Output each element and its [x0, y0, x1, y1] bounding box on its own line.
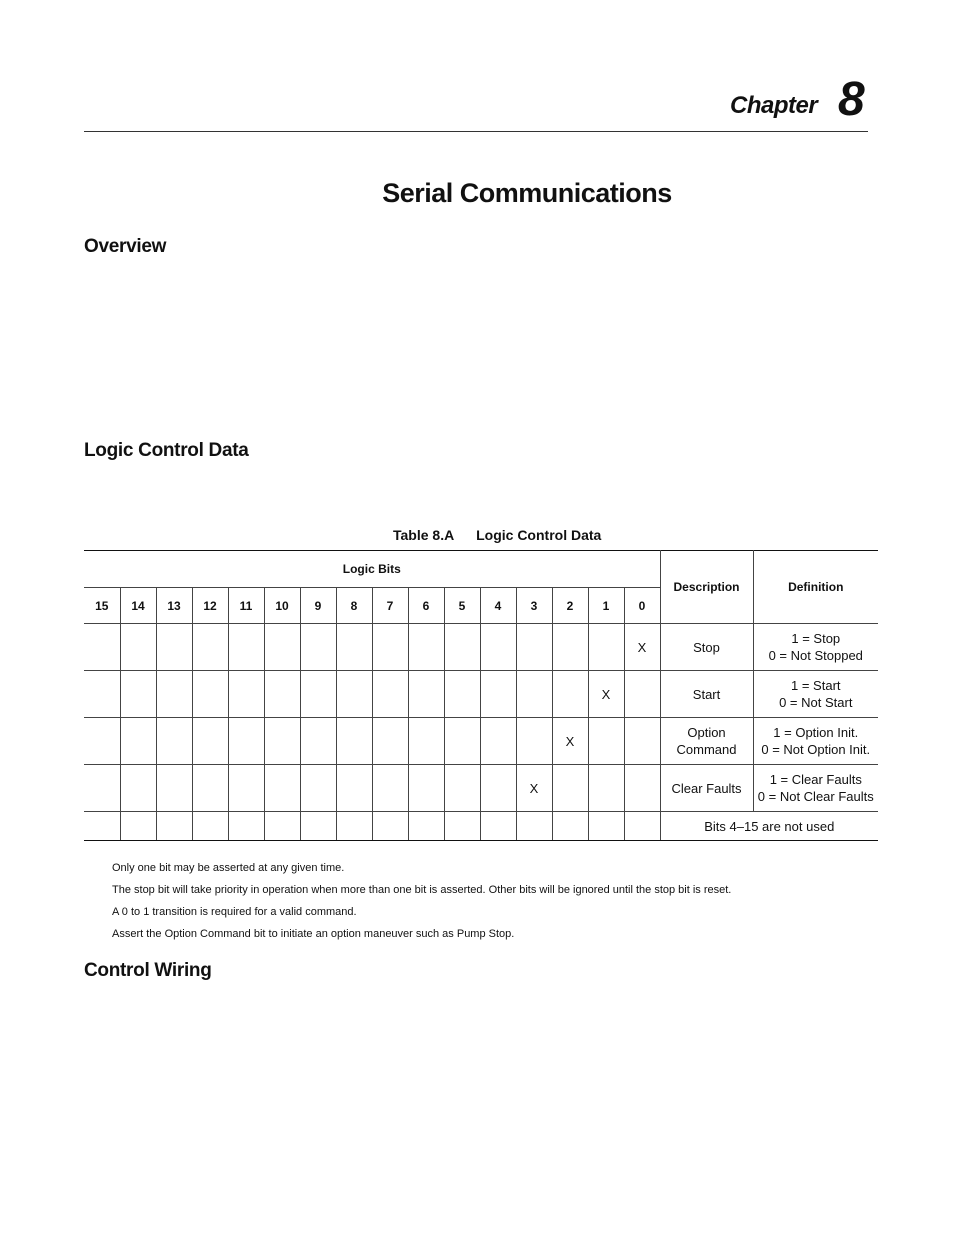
bit-mark: X — [624, 624, 660, 671]
bit-cell-12 — [192, 812, 228, 841]
table-row — [84, 624, 878, 671]
bit-cell-14 — [120, 765, 156, 812]
bit-cell-6 — [408, 624, 444, 671]
definition-cell — [753, 624, 878, 671]
bit-cell-4 — [480, 718, 516, 765]
bit-cell-10 — [264, 812, 300, 841]
bit-header-3: 3 — [516, 588, 552, 624]
bit-cell-0 — [624, 671, 660, 718]
description-cell — [660, 624, 753, 671]
bit-cell-10 — [264, 624, 300, 671]
bit-header-12: 12 — [192, 588, 228, 624]
bit-cell-3 — [516, 624, 552, 671]
bit-cell-12 — [192, 624, 228, 671]
note-text: Assert the Option Command bit to initiate an option maneuver such as Pump Stop. — [112, 928, 515, 940]
bit-cell-14 — [120, 718, 156, 765]
bit-cell-7 — [372, 624, 408, 671]
section-heading-logic-control-data: Logic Control Data — [84, 440, 249, 461]
description-cell — [660, 671, 753, 718]
bit-cell-13 — [156, 671, 192, 718]
bit-cell-5 — [444, 671, 480, 718]
bit-cell-11 — [228, 624, 264, 671]
description-text: Clear Faults — [671, 780, 742, 796]
bit-cell-6 — [408, 765, 444, 812]
bit-header-13: 13 — [156, 588, 192, 624]
chapter-number: 8 — [838, 73, 865, 126]
bit-cell-6 — [408, 718, 444, 765]
table-caption-number: Table 8.A — [393, 527, 455, 543]
bit-cell-1 — [588, 812, 624, 841]
bit-cell-3 — [516, 718, 552, 765]
bit-cell-9 — [300, 718, 336, 765]
definition-text: 0 = Not Option Init. — [761, 742, 871, 757]
definition-text: 1 = Clear Faults — [769, 772, 862, 787]
bit-cell-4 — [480, 624, 516, 671]
chapter-divider — [84, 131, 868, 132]
section-heading-control-wiring: Control Wiring — [84, 960, 212, 981]
bit-cell-14 — [120, 671, 156, 718]
table-footer-row — [84, 812, 878, 841]
bit-header-11: 11 — [228, 588, 264, 624]
bit-cell-15 — [84, 812, 120, 841]
bit-header-6: 6 — [408, 588, 444, 624]
bit-cell-13 — [156, 765, 192, 812]
bit-cell-0 — [624, 718, 660, 765]
bit-cell-2 — [552, 624, 588, 671]
description-cell — [660, 718, 753, 765]
bit-cell-3 — [516, 812, 552, 841]
table-row — [84, 718, 878, 765]
note-text: A 0 to 1 transition is required for a valid command. — [112, 906, 357, 918]
bit-header-8: 8 — [336, 588, 372, 624]
bit-cell-2 — [552, 765, 588, 812]
bit-cell-13 — [156, 812, 192, 841]
bit-cell-10 — [264, 671, 300, 718]
bit-cell-11 — [228, 671, 264, 718]
bit-cell-11 — [228, 812, 264, 841]
bit-cell-0 — [624, 812, 660, 841]
description-text: Start — [692, 686, 721, 702]
definition-text: 0 = Not Stopped — [768, 648, 863, 663]
definition-text: 1 = Stop — [791, 631, 841, 646]
bit-cell-7 — [372, 765, 408, 812]
bit-cell-7 — [372, 718, 408, 765]
bit-cell-12 — [192, 671, 228, 718]
bit-cell-13 — [156, 624, 192, 671]
bit-header-4: 4 — [480, 588, 516, 624]
bit-cell-5 — [444, 718, 480, 765]
section-heading-overview: Overview — [84, 236, 167, 257]
bit-header-10: 10 — [264, 588, 300, 624]
table-notes — [112, 862, 731, 950]
bit-cell-12 — [192, 765, 228, 812]
bit-cell-1 — [588, 624, 624, 671]
chapter-label: Chapter — [730, 92, 818, 119]
bit-cell-14 — [120, 812, 156, 841]
bit-header-9: 9 — [300, 588, 336, 624]
bit-header-2: 2 — [552, 588, 588, 624]
bit-cell-8 — [336, 624, 372, 671]
bit-header-7: 7 — [372, 588, 408, 624]
bit-cell-1 — [588, 765, 624, 812]
bit-header-15: 15 — [84, 588, 120, 624]
bit-cell-0 — [624, 765, 660, 812]
bit-cell-10 — [264, 765, 300, 812]
definition-text: 1 = Option Init. — [773, 725, 859, 740]
bit-header-0: 0 — [624, 588, 660, 624]
bit-cell-9 — [300, 765, 336, 812]
definition-header: Definition — [753, 551, 878, 624]
description-text: Command — [676, 742, 737, 757]
bit-header-5: 5 — [444, 588, 480, 624]
bit-cell-13 — [156, 718, 192, 765]
table-caption-title: Logic Control Data — [476, 527, 602, 543]
bit-cell-15 — [84, 765, 120, 812]
bit-header-1: 1 — [588, 588, 624, 624]
description-cell — [660, 765, 753, 812]
bit-cell-6 — [408, 671, 444, 718]
bit-cell-15 — [84, 718, 120, 765]
definition-text: 0 = Not Start — [779, 695, 853, 710]
bit-cell-15 — [84, 624, 120, 671]
bit-cell-8 — [336, 812, 372, 841]
bit-cell-5 — [444, 765, 480, 812]
definition-text: 1 = Start — [791, 678, 841, 693]
table-row — [84, 671, 878, 718]
bit-header-14: 14 — [120, 588, 156, 624]
bit-cell-3 — [516, 671, 552, 718]
logic-control-table — [84, 550, 878, 841]
logic-bits-header: Logic Bits — [84, 551, 660, 588]
bit-cell-4 — [480, 812, 516, 841]
definition-cell — [753, 671, 878, 718]
definition-cell — [753, 718, 878, 765]
bit-cell-7 — [372, 671, 408, 718]
bit-cell-10 — [264, 718, 300, 765]
table-header-row — [84, 551, 878, 588]
table-row — [84, 765, 878, 812]
bit-cell-12 — [192, 718, 228, 765]
definition-cell — [753, 765, 878, 812]
bit-cell-7 — [372, 812, 408, 841]
bit-cell-5 — [444, 624, 480, 671]
bit-cell-1 — [588, 718, 624, 765]
bit-cell-8 — [336, 765, 372, 812]
bit-cell-4 — [480, 671, 516, 718]
bit-cell-2 — [552, 812, 588, 841]
bit-mark: X — [588, 671, 624, 718]
bit-cell-11 — [228, 765, 264, 812]
bit-mark: X — [516, 765, 552, 812]
bit-cell-14 — [120, 624, 156, 671]
bit-cell-9 — [300, 812, 336, 841]
bit-cell-11 — [228, 718, 264, 765]
bit-cell-4 — [480, 765, 516, 812]
bit-mark: X — [552, 718, 588, 765]
bit-cell-6 — [408, 812, 444, 841]
bit-cell-2 — [552, 671, 588, 718]
note-text: The stop bit will take priority in operation when more than one bit is asserted. Other bits will be ignored until the stop bit is reset. — [112, 884, 732, 896]
bit-cell-9 — [300, 671, 336, 718]
page-title: Serial Communications — [382, 178, 672, 208]
unused-bits-note: Bits 4–15 are not used — [660, 812, 878, 841]
bit-cell-8 — [336, 718, 372, 765]
bit-cell-8 — [336, 671, 372, 718]
description-text: Stop — [693, 639, 720, 655]
bit-cell-5 — [444, 812, 480, 841]
table-caption — [393, 527, 601, 543]
definition-text: 0 = Not Clear Faults — [757, 789, 874, 804]
bit-cell-15 — [84, 671, 120, 718]
bit-cell-9 — [300, 624, 336, 671]
table-body — [84, 624, 878, 841]
description-header: Description — [660, 551, 753, 624]
note-text: Only one bit may be asserted at any given time. — [112, 862, 345, 874]
description-text: Option — [687, 725, 726, 740]
